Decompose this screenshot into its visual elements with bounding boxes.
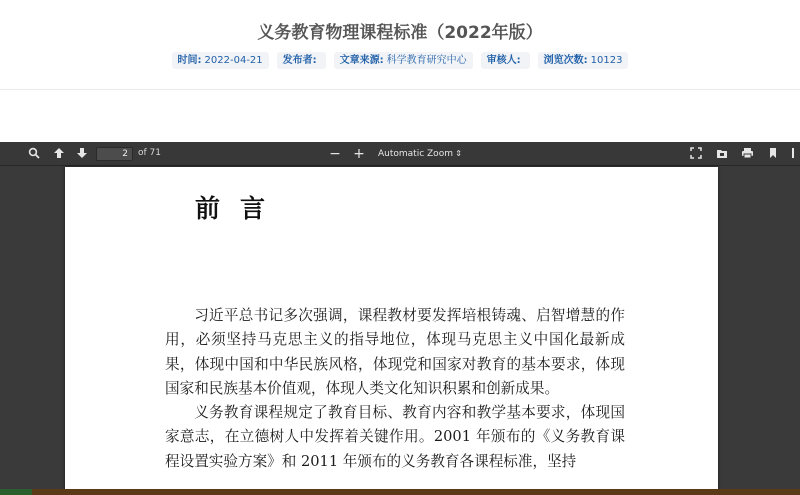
page-number-input[interactable] (96, 147, 133, 161)
zoom-out-button[interactable]: − (329, 146, 341, 162)
meta-date-label: 时间: (177, 55, 202, 66)
next-page-icon[interactable] (75, 146, 89, 162)
preface-paragraph: 义务教育课程规定了教育目标、教育内容和教学基本要求，体现国家意志，在立德树人中发挥着关键作用。2001 年颁布的《义务教育课程设置实验方案》和 2011 年颁布的义务教育各课程标准，坚持 (165, 404, 625, 470)
pdf-page-area[interactable] (0, 167, 800, 495)
open-file-icon[interactable] (715, 146, 729, 162)
meta-views (538, 52, 629, 69)
page-count: of 71 (138, 148, 161, 158)
search-icon[interactable] (27, 146, 41, 162)
meta-source-label: 文章来源: (339, 55, 384, 66)
meta-source (334, 52, 473, 69)
pdf-page (65, 167, 718, 495)
article-title: 义务教育物理课程标准（2022年版） (257, 23, 543, 43)
meta-publisher (277, 52, 326, 69)
pdf-viewer (0, 142, 800, 495)
pdf-toolbar (0, 142, 800, 166)
zoom-select-value: Automatic Zoom (378, 149, 453, 159)
tools-icon[interactable] (788, 146, 800, 162)
print-icon[interactable] (740, 146, 754, 162)
meta-publisher-label: 发布者: (282, 55, 317, 66)
select-caret-icon: ⇕ (455, 149, 462, 158)
preface-paragraph: 习近平总书记多次强调，课程教材要发挥培根铸魂、启智增慧的作用，必须坚持马克思主义的指导地位，体现马克思主义中国化最新成果，体现中国和中华民族风格，体现党和国家对教育的基本要求，体现国家和民族基本价值观，体现人类文化知识积累和创新成果。 (165, 307, 625, 397)
meta-views-value: 10123 (590, 55, 623, 66)
fullscreen-icon[interactable] (689, 146, 703, 162)
taskbar-strip (0, 489, 800, 495)
preface-heading: 前言 (195, 194, 286, 223)
zoom-select[interactable] (372, 146, 468, 162)
header-divider (0, 89, 800, 90)
meta-date-value: 2022-04-21 (204, 55, 263, 66)
previous-page-icon[interactable] (52, 146, 66, 162)
article-meta (0, 52, 800, 69)
meta-views-label: 浏览次数: (543, 55, 588, 66)
bookmark-icon[interactable] (766, 146, 780, 162)
meta-reviewer-label: 审核人: (486, 55, 521, 66)
meta-date (172, 52, 269, 69)
meta-reviewer (481, 52, 530, 69)
zoom-in-button[interactable]: + (353, 146, 365, 162)
meta-source-value: 科学教育研究中心 (386, 55, 467, 66)
